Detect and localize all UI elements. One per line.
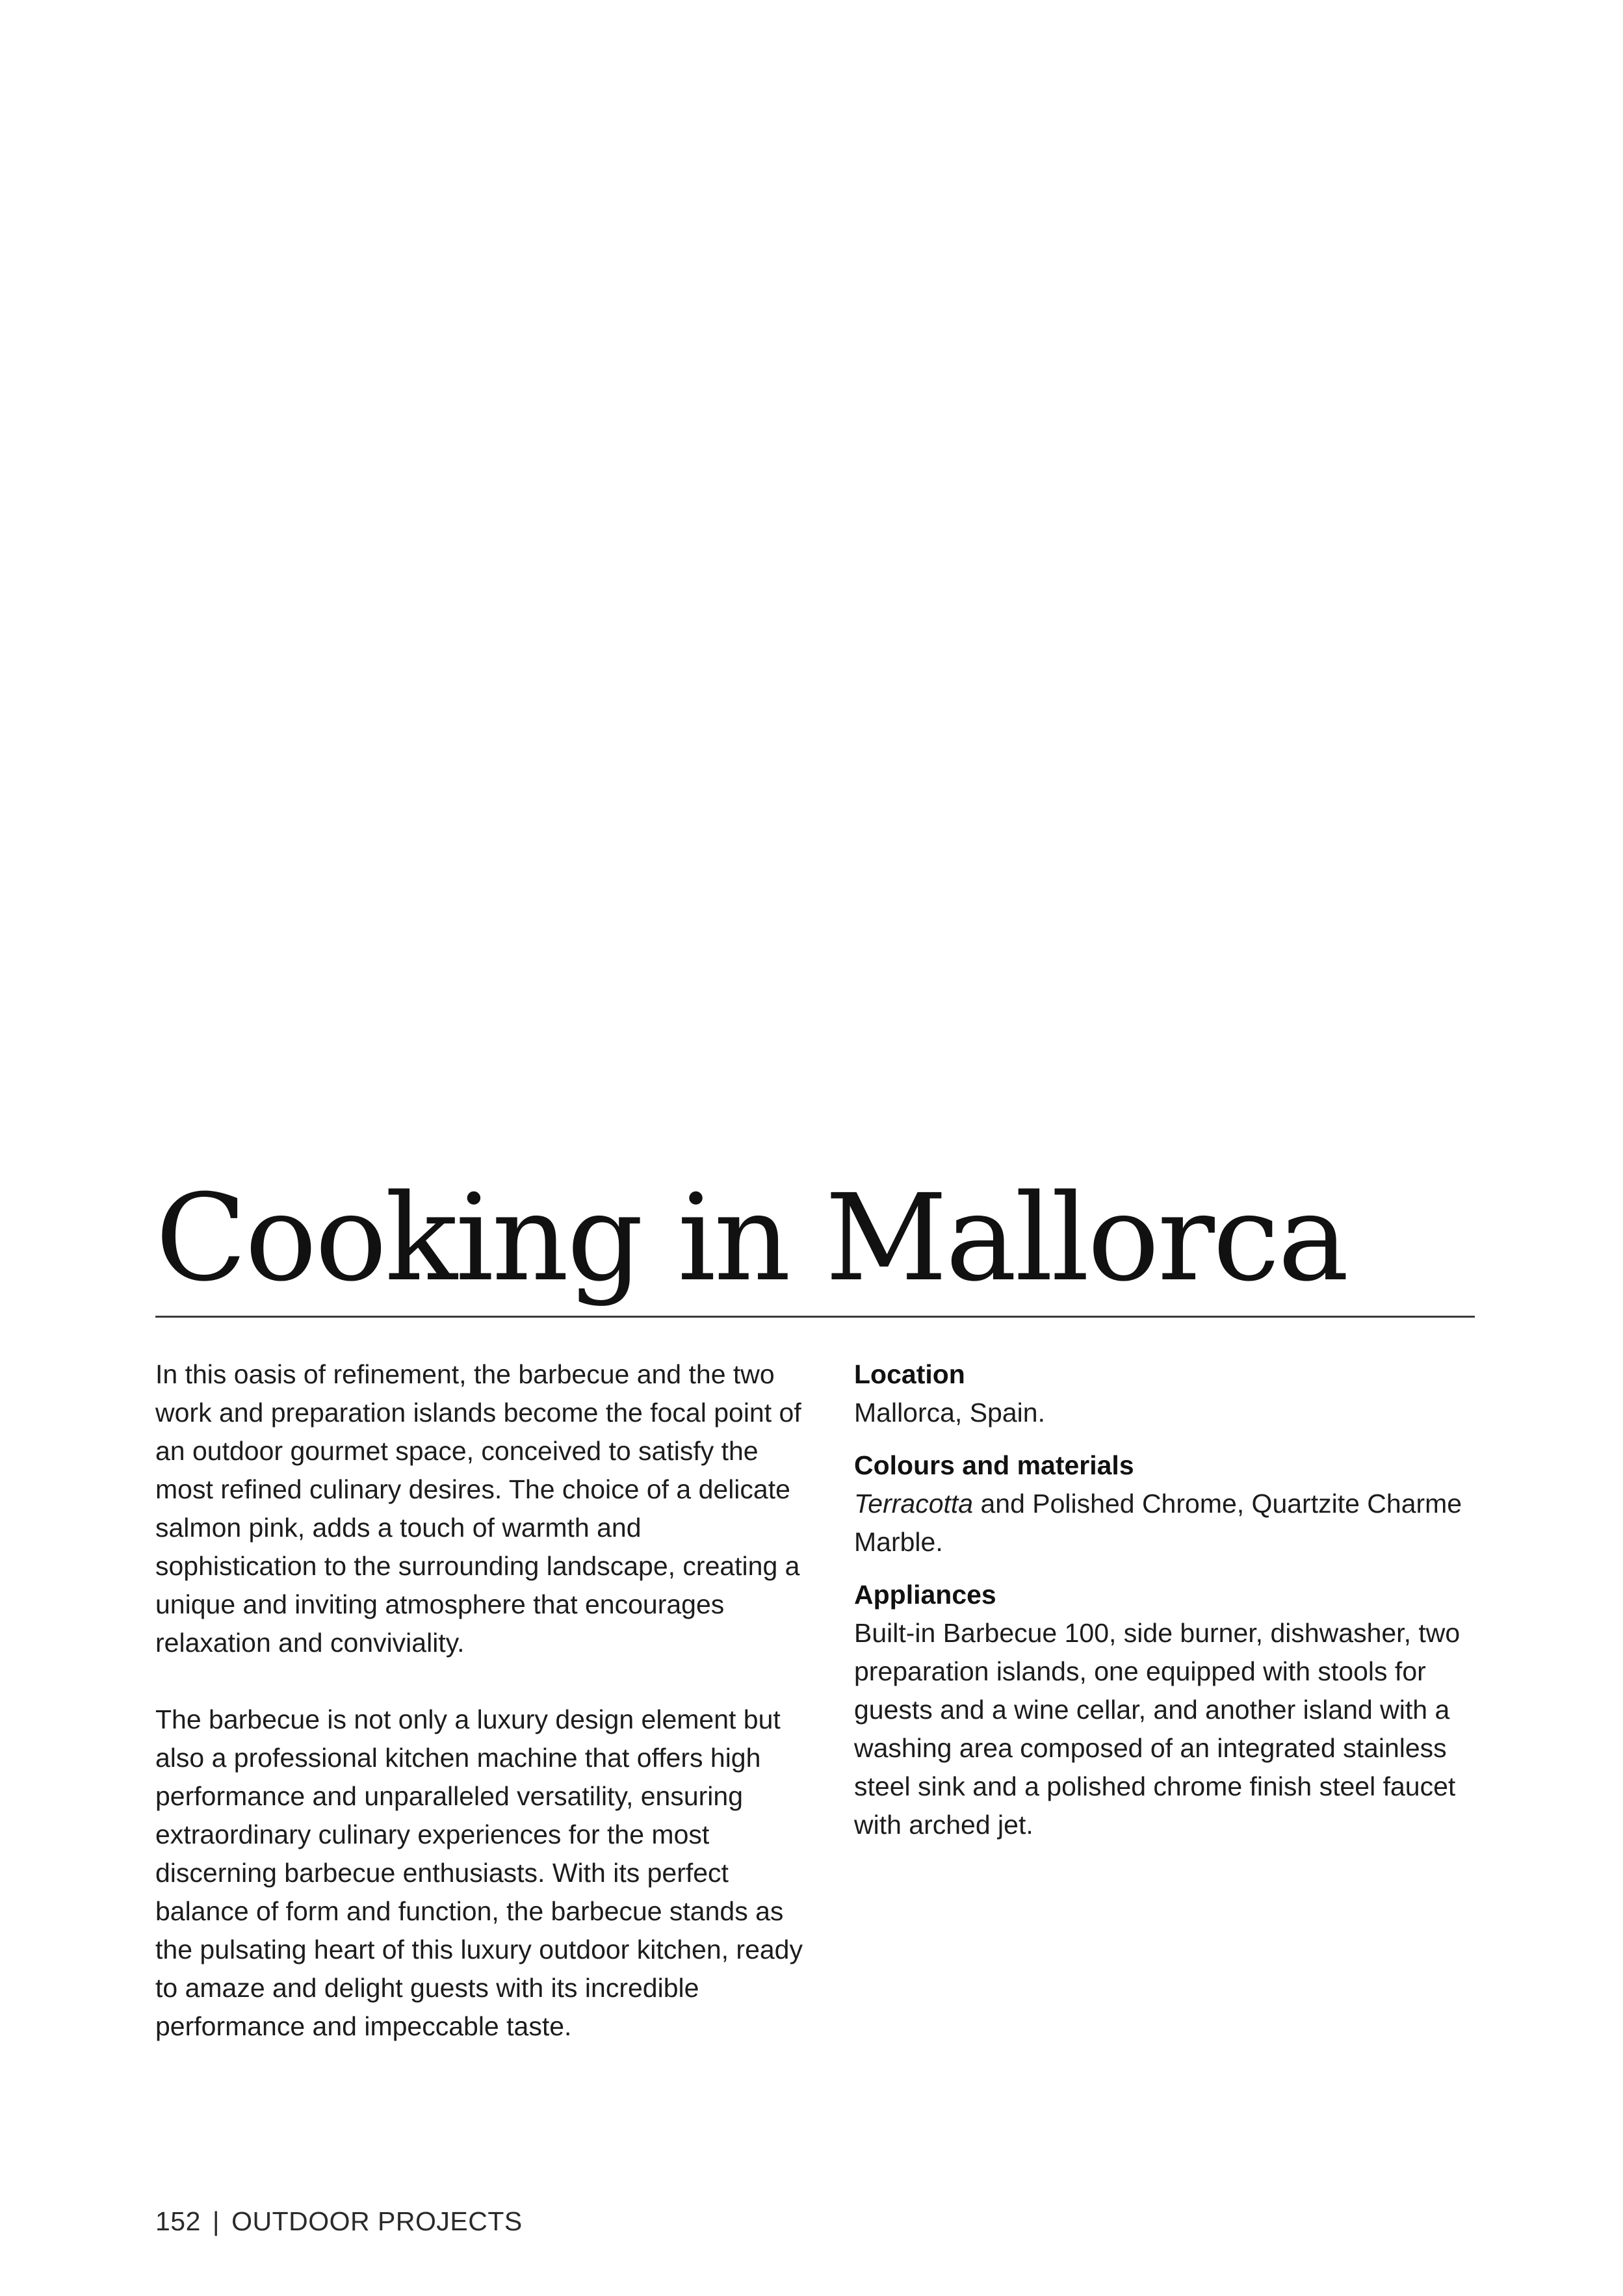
footer-separator: |	[212, 2206, 220, 2236]
intro-paragraph-2: The barbecue is not only a luxury design element but also a professional kitchen machine that offers high performance and unparalleled versatility, ensuring extraordinary culinary experiences for the most discerning barbecue enthusiasts. With its perfect balance of form and function, the barbecue stands as the pulsating heart of this luxury outdoor kitchen, ready to amaze and delight guests with its incredible performance and impeccable taste.	[155, 1704, 803, 2041]
title-divider	[155, 1316, 1475, 1318]
spec-location-heading: Location	[854, 1359, 965, 1389]
page-footer	[155, 2202, 523, 2241]
spec-location	[854, 1355, 1498, 1432]
spec-appliances	[854, 1576, 1498, 1844]
spec-location-value: Mallorca, Spain.	[854, 1398, 1045, 1428]
specs-column	[854, 1355, 1498, 1859]
spec-materials-rest: and Polished Chrome, Quartzite Charme Marble.	[854, 1489, 1462, 1557]
page-number: 152	[155, 2206, 201, 2236]
intro-paragraph-1: In this oasis of refinement, the barbecue and the two work and preparation islands become the focal point of an outdoor gourmet space, conceived to satisfy the most refined culinary desires. The choice of a delicate salmon pink, adds a touch of warmth and sophistication to the surrounding landscape, creating a unique and inviting atmosphere that encourages relaxation and conviviality.	[155, 1359, 801, 1658]
intro-column	[155, 1355, 805, 2046]
spec-appliances-value: Built-in Barbecue 100, side burner, dishwasher, two preparation islands, one equipped with stools for guests and a wine cellar, and another island with a washing area composed of an integrated stainless steel sink and a polished chrome finish steel faucet with arched jet.	[854, 1618, 1461, 1840]
spec-materials-italic: Terracotta	[854, 1489, 974, 1519]
section-name: OUTDOOR PROJECTS	[231, 2206, 523, 2236]
spec-materials-heading: Colours and materials	[854, 1450, 1134, 1480]
spec-appliances-heading: Appliances	[854, 1580, 996, 1610]
page-title: Cooking in Mallorca	[155, 1169, 1347, 1308]
spec-materials	[854, 1446, 1498, 1561]
spec-materials-value	[854, 1485, 1498, 1561]
